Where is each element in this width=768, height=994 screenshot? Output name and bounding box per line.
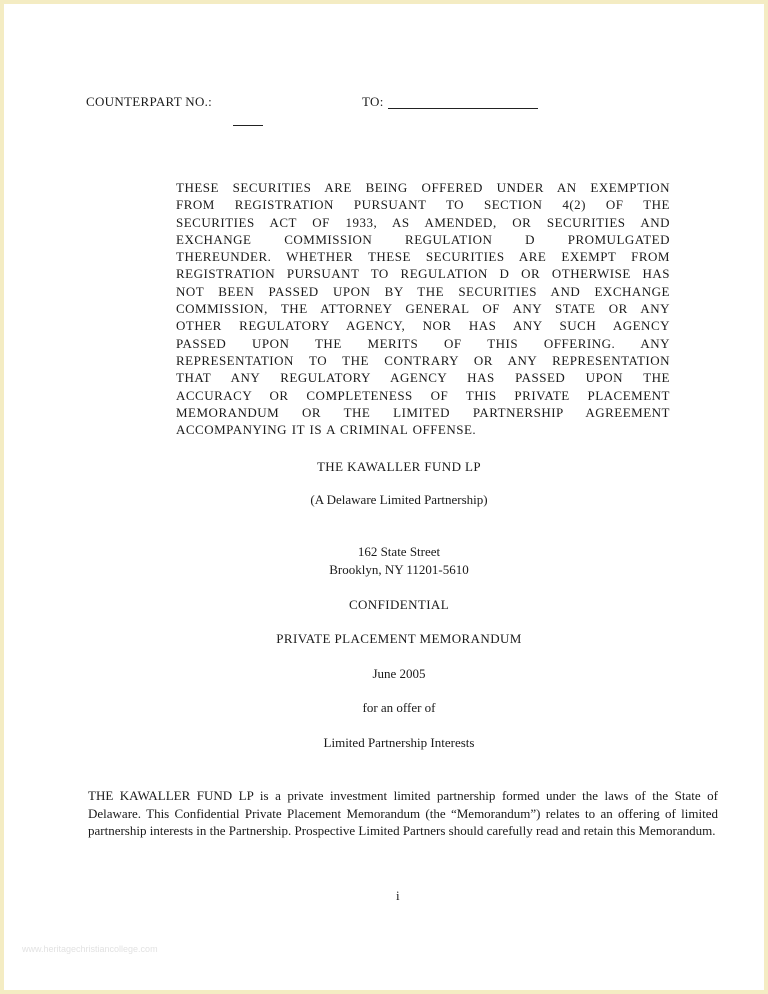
legend-line: EXCHANGE COMMISSION REGULATION D PROMULGATED xyxy=(176,231,670,247)
interests-text: Limited Partnership Interests xyxy=(323,735,475,750)
fund-subtitle: (A Delaware Limited Partnership) xyxy=(310,492,488,507)
counterpart-label: COUNTERPART NO.: xyxy=(86,94,213,109)
header-row xyxy=(86,94,566,114)
legend-line: NOT BEEN PASSED UPON BY THE SECURITIES AND EXCHANGE xyxy=(176,283,670,299)
legend-line: REGISTRATION PURSUANT TO REGULATION D OR OTHERWISE HAS xyxy=(176,266,670,282)
offer-of-text: for an offer of xyxy=(362,700,436,715)
to-blank-line xyxy=(388,108,538,109)
document-title: PRIVATE PLACEMENT MEMORANDUM xyxy=(276,631,522,646)
legend-line: SECURITIES ACT OF 1933, AS AMENDED, OR SECURITIES AND xyxy=(176,214,670,230)
legend-line: THEREUNDER. WHETHER THESE SECURITIES ARE EXEMPT FROM xyxy=(176,249,670,265)
legend-line: MEMORANDUM OR THE LIMITED PARTNERSHIP AGREEMENT xyxy=(176,404,670,420)
intro-paragraph: THE KAWALLER FUND LP is a private investment limited partnership formed under the laws of the State of Delaware. This Confidential Private Placement Memorandum (the “Memorandum”) relates to an offering of limited partnership interests in the Partnership. Prospective Limited Partners should carefully read and retain this Memorandum. xyxy=(88,788,718,838)
legend-line: ACCURACY OR COMPLETENESS OF THIS PRIVATE PLACEMENT xyxy=(176,387,670,403)
legend-line: ACCOMPANYING IT IS A CRIMINAL OFFENSE. xyxy=(176,422,477,438)
legend-line: COMMISSION, THE ATTORNEY GENERAL OF ANY STATE OR ANY xyxy=(176,301,670,317)
address-line-1: 162 State Street xyxy=(357,544,441,559)
document-date: June 2005 xyxy=(372,666,426,681)
document-page xyxy=(4,4,764,990)
watermark: www.heritagechristiancollege.com xyxy=(22,944,158,954)
address-line-2: Brooklyn, NY 11201-5610 xyxy=(329,562,469,577)
legend-line: PASSED UPON THE MERITS OF THIS OFFERING. ANY xyxy=(176,335,670,351)
legend-line: THAT ANY REGULATORY AGENCY HAS PASSED UPON THE xyxy=(176,370,670,386)
counterpart-blank-line xyxy=(233,125,263,126)
confidential-label: CONFIDENTIAL xyxy=(348,597,450,612)
legend-line: FROM REGISTRATION PURSUANT TO SECTION 4(2) OF THE xyxy=(176,197,670,213)
legend-line: THESE SECURITIES ARE BEING OFFERED UNDER AN EXEMPTION xyxy=(176,180,670,195)
to-label: TO: xyxy=(362,94,384,109)
fund-name: THE KAWALLER FUND LP xyxy=(316,459,482,474)
page-number: i xyxy=(396,888,400,903)
securities-legend xyxy=(176,179,670,438)
legend-line: OTHER REGULATORY AGENCY, NOR HAS ANY SUCH AGENCY xyxy=(176,318,670,334)
legend-line: REPRESENTATION TO THE CONTRARY OR ANY REPRESENTATION xyxy=(176,352,670,368)
